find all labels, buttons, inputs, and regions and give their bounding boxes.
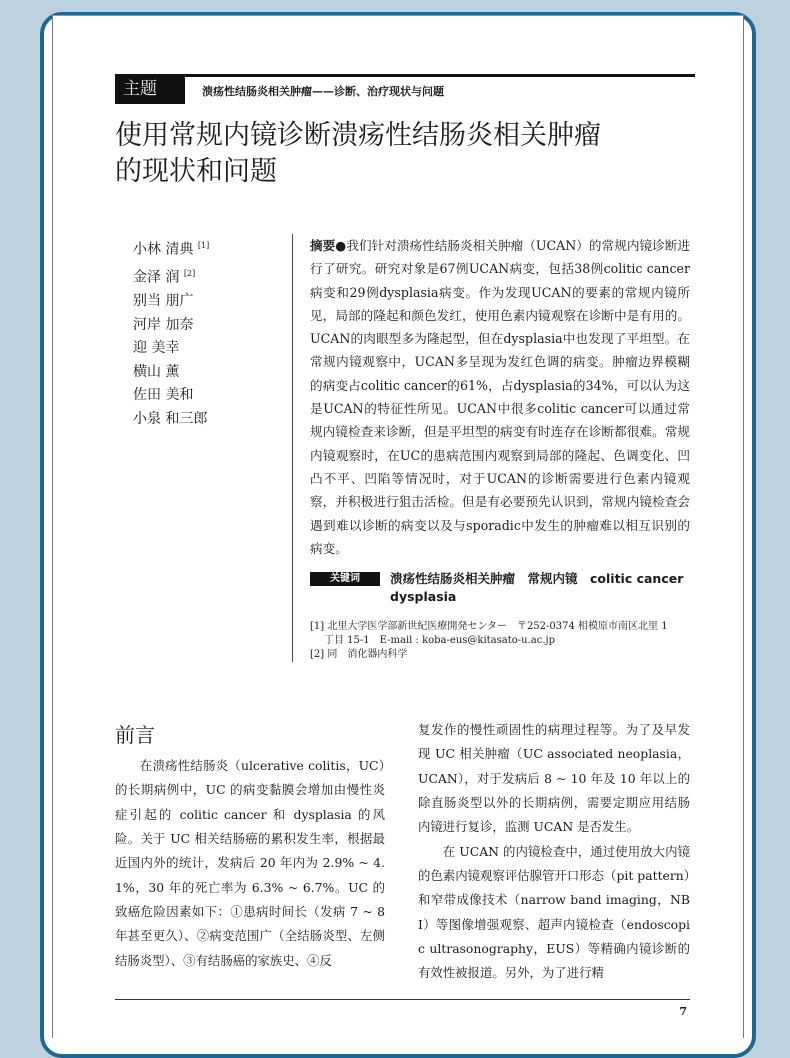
affiliation-mark: [1] (197, 241, 210, 250)
affiliation-mark: [2] (183, 269, 196, 279)
author: 别当 朋广 (133, 293, 194, 310)
footnotes (310, 620, 690, 662)
topic-label: 主题 (115, 74, 185, 104)
topic-text: 溃疡性结肠炎相关肿瘤——诊断、治疗现状与问题 (202, 85, 444, 98)
keywords (310, 570, 690, 606)
paragraph: 在溃疡性结肠炎（ulcerative colitis，UC）的长期病例中，UC 的病变黏膜会增加由慢性炎症引起的 colitic cancer 和 dysplasia 的风险。关于 UC 相关结肠癌的累积发生率，根据最近国内外的统计，发病后 20 年内为 2.9% ~ 4.1%，30 年的死亡率为 6.3% ~ 6.7%。UC 的致癌危险因素如下：①患病时间长（发病 7 ~ 8 年甚至更久）、②病变范围广（全结肠炎型、左侧结肠炎型）、③有结肠癌的家族史、④反 (115, 758, 385, 968)
footnote-1: [1] 北里大学医学部新世紀医療開発センター 〒252-0374 相模原市南区北里 1 (310, 621, 668, 633)
keywords-line-1: 溃疡性结肠炎相关肿瘤 常规内镜 colitic cancer (390, 571, 684, 587)
front-matter (115, 234, 690, 662)
author (133, 262, 292, 290)
footer-rule (115, 999, 690, 1000)
article-content (115, 0, 690, 1038)
body-column-left (115, 754, 385, 985)
abstract (310, 234, 690, 560)
paragraph: 复发作的慢性顽固性的病理过程等。为了及早发现 UC 相关肿瘤（UC associated neoplasia，UCAN），对于发病后 8 ~ 10 年及 10 年以上的除直肠炎型以外的长期病例，需要定期应用结肠内镜进行复诊，监测 UCAN 是否发生。 (418, 722, 690, 835)
author-name: 小林 清典 (133, 241, 194, 258)
abstract-block (292, 234, 690, 662)
author: 佐田 美和 (133, 387, 194, 404)
abstract-text: 我们针对溃疡性结肠炎相关肿瘤（UCAN）的常规内镜诊断进行了研究。研究对象是67例UCAN病变，包括38例colitic cancer病变和29例dysplasia病变。作为发现UCAN的要素的常规内镜所见，局部的隆起和颜色发红，使用色素内镜观察在诊断中是有用的。UCAN的肉眼型多为隆起型，但在dysplasia中也发现了平坦型。在常规内镜观察中，UCAN多呈现为发红色调的病变。肿瘤边界模糊的病变占colitic cancer的61%，占dysplasia的34%，可以认为这是UCAN的特征性所见。UCAN中很多colitic cancer可以通过常规内镜检查来诊断，但是平坦型的病变有时连存在诊断都很难。常规内镜观察时，在UC的患病范围内观察到局部的隆起、色调变化、凹凸不平、凹陷等情况时，对于UCAN的诊断需要进行色素内镜观察，并积极进行狙击活检。但是有必要预先认识到，常规内镜检查会遇到难以诊断的病变以及与sporadic中发生的肿瘤难以相互识别的病变。 (310, 238, 690, 556)
keywords-line-2: dysplasia (390, 589, 457, 605)
author: 迎 美幸 (133, 340, 180, 357)
author: 小泉 和三郎 (133, 410, 208, 427)
title-line-1: 使用常规内镜诊断溃疡性结肠炎相关肿瘤 (115, 120, 601, 151)
author: 河岸 加奈 (133, 316, 194, 333)
page-number: 7 (679, 1005, 687, 1019)
paragraph: 在 UCAN 的内镜检查中，通过使用放大内镜的色素内镜观察评估腺管开口形态（pit pattern）和窄带成像技术（narrow band imaging，NBI）等图像增强观察、超声内镜检查（endoscopic ultrasonography，EUS）等精确内镜诊断的有效性被报道。另外，为了进行精 (418, 843, 690, 981)
body-column-right (418, 718, 690, 985)
keywords-label: 关键词 (310, 572, 380, 586)
footnote-2: [2] 同 消化器内科学 (310, 649, 408, 661)
section-heading: 前言 (115, 723, 155, 748)
author (133, 234, 292, 262)
keywords-text (390, 570, 690, 606)
abstract-label: 摘要● (310, 238, 347, 253)
author: 横山 薰 (133, 363, 180, 380)
author-name: 金泽 润 (133, 269, 180, 286)
footnote-1-cont: 丁目 15-1 E-mail : koba-eus@kitasato-u.ac.jp (324, 635, 556, 647)
title-line-2: 的现状和问题 (115, 156, 277, 187)
author-list (115, 234, 292, 431)
